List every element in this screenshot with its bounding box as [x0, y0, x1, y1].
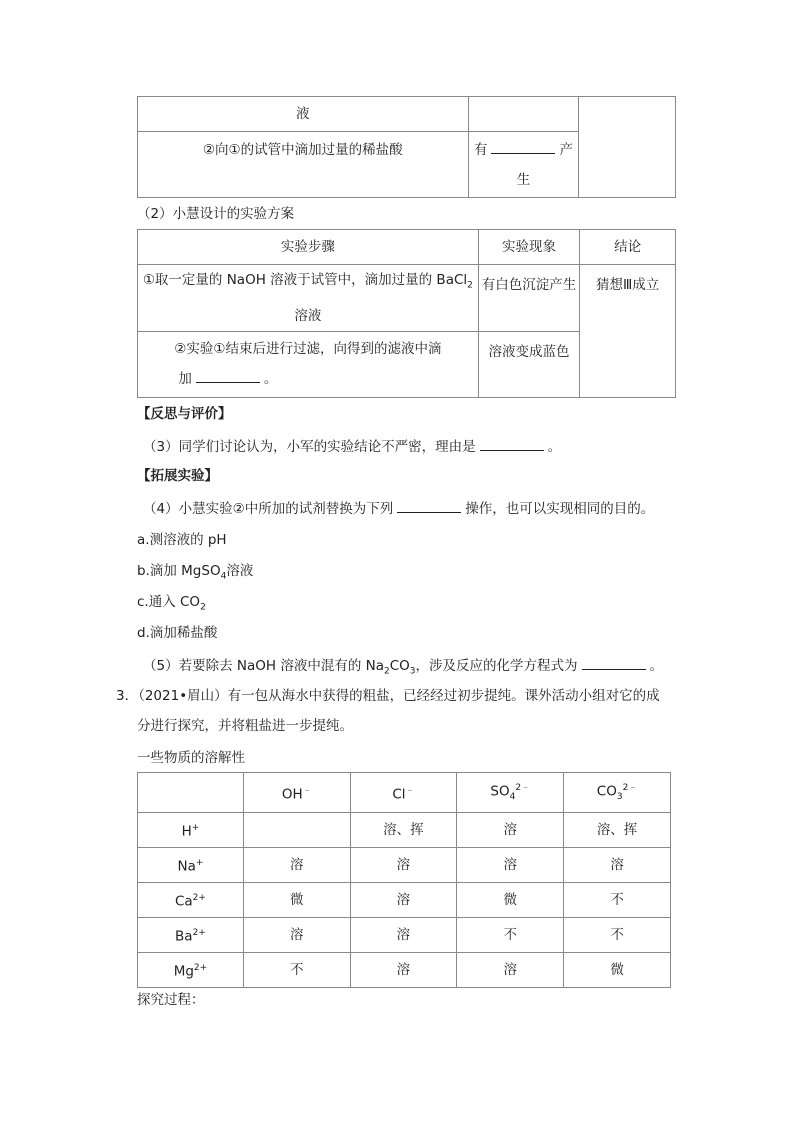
answer-blank[interactable] [480, 436, 544, 451]
question-6-line1: 3．（2021•眉山）有一包从海水中获得的粗盐，已经经过初步提纯。课外活动小组对它的成 [116, 688, 660, 704]
col-header-co3: $CO_3^{2﹣}$ [564, 773, 671, 813]
table-cell: 溶 [564, 848, 671, 883]
table-cell: 微 [243, 883, 350, 918]
extend-title: 【拓展实验】 [137, 468, 218, 484]
row2-phenomenon: 溶液变成蓝色 [478, 331, 580, 397]
table-row [138, 813, 671, 848]
table-cell: 溶、挥 [564, 813, 671, 848]
table-cell: 溶 [350, 883, 457, 918]
col-header-so4: $SO_4^{2﹣}$ [457, 773, 564, 813]
answer-blank[interactable] [491, 139, 555, 154]
row-header-ca: $Ca^{2+}$ [138, 883, 244, 918]
table-row [138, 918, 671, 953]
header-phenomenon: 实验现象 [478, 230, 580, 265]
table-cell: 溶 [243, 918, 350, 953]
section-2-title: （2）小慧设计的实验方案 [137, 206, 295, 222]
option-a: a.测溶液的 pH [137, 532, 227, 548]
table-cell: 溶 [457, 813, 564, 848]
row-header-ba: $Ba^{2+}$ [138, 918, 244, 953]
table-cell: 不 [564, 883, 671, 918]
table-row [138, 848, 671, 883]
answer-blank[interactable] [196, 368, 260, 383]
table1-phenomenon-cell: 有 产 生 [468, 132, 579, 198]
corner-cell [138, 773, 244, 813]
explore-title: 探究过程： [137, 992, 205, 1008]
table-cell: 溶 [243, 848, 350, 883]
row1-step: ①取一定量的 NaOH 溶液于试管中，滴加过量的 BaCl$_2$ 溶液 [138, 265, 479, 332]
question-6-line2: 分进行探究，并将粗盐进一步提纯。 [137, 718, 353, 734]
question-4: （4）小慧实验②中所加的试剂替换为下列 操作，也可以实现相同的目的。 [143, 498, 654, 519]
table1-conclusion-cell [579, 97, 676, 198]
col-header-cl: Cl﹣ [350, 773, 457, 813]
table-cell [243, 813, 350, 848]
table-cell: 溶 [457, 848, 564, 883]
option-c: c.通入 $CO_2$ [137, 594, 206, 613]
row1-phenomenon: 有白色沉淀产生 [478, 265, 580, 332]
table-row [138, 883, 671, 918]
row-header-na: Na+ [138, 848, 244, 883]
table-cell: 溶、挥 [350, 813, 457, 848]
option-d: d.滴加稀盐酸 [137, 625, 218, 641]
row2-step: ②实验①结束后进行过滤，向得到的滤液中滴 加 。 [138, 331, 479, 397]
table-row [138, 953, 671, 988]
answer-blank[interactable] [582, 655, 646, 670]
question-5: （5）若要除去 NaOH 溶液中混有的 $Na_2CO_3$，涉及反应的化学方程式为 。 [143, 655, 663, 682]
col-header-oh: OH﹣ [243, 773, 350, 813]
table-cell: 溶 [350, 918, 457, 953]
header-conclusion: 结论 [580, 230, 676, 265]
table1-step-cell: ②向①的试管中滴加过量的稀盐酸 [138, 132, 469, 198]
question-3: （3）同学们讨论认为，小军的实验结论不严密，理由是 。 [143, 436, 561, 457]
xiaohui-experiment-table [137, 229, 676, 398]
table-cell: 溶 [457, 953, 564, 988]
table1-phenomenon-cell [468, 97, 579, 132]
reflect-title: 【反思与评价】 [137, 406, 232, 422]
table-cell: 溶 [350, 848, 457, 883]
table-cell: 微 [564, 953, 671, 988]
header-step: 实验步骤 [138, 230, 479, 265]
row-header-h: H+ [138, 813, 244, 848]
answer-blank[interactable] [397, 498, 461, 513]
table-cell: 不 [457, 918, 564, 953]
row-header-mg: $Mg^{2+}$ [138, 953, 244, 988]
row1-conclusion: 猜想Ⅲ成立 [580, 265, 676, 398]
table-cell: 不 [564, 918, 671, 953]
table-cell: 微 [457, 883, 564, 918]
option-b: b.滴加 MgSO$_4$溶液 [137, 563, 254, 582]
table-cell: 不 [243, 953, 350, 988]
experiment-table-continued [137, 96, 676, 198]
table1-step-cell: 液 [138, 97, 469, 132]
table-cell: 溶 [350, 953, 457, 988]
solubility-title: 一些物质的溶解性 [137, 750, 245, 766]
solubility-table [137, 772, 671, 988]
